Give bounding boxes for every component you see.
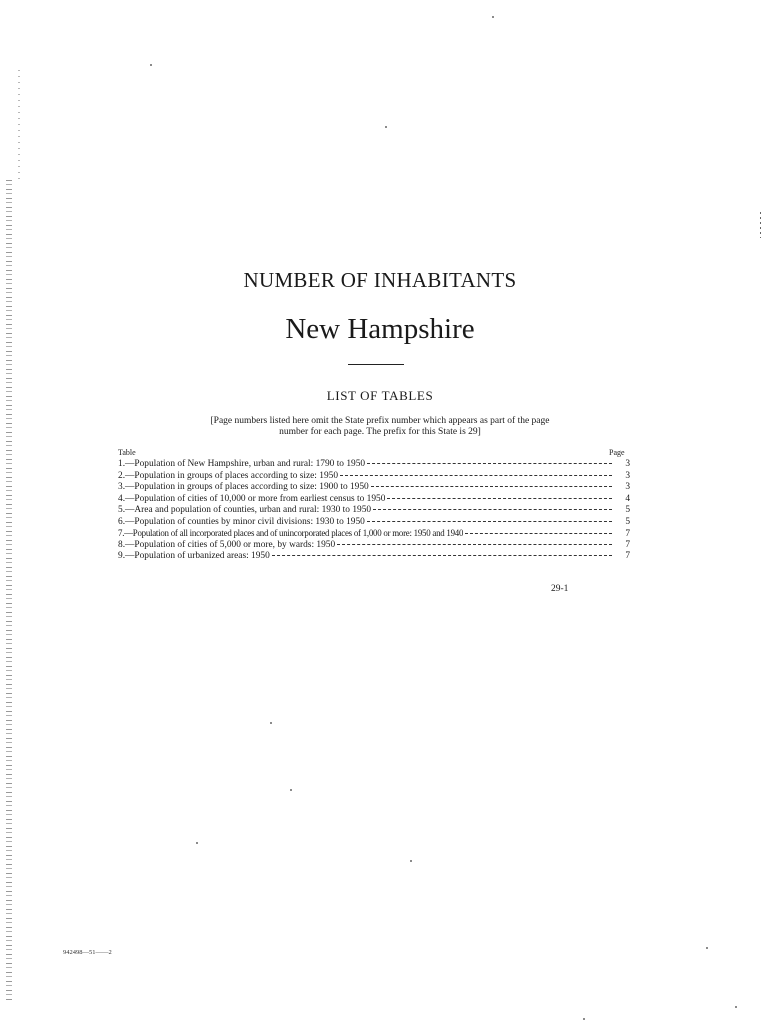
table-entry-label: 5.—Area and population of counties, urban and rural: 1930 to 1950 <box>118 505 372 515</box>
leader-dots <box>367 463 612 464</box>
table-entry-label: 7.—Population of all incorporated places and of unincorporated places of 1,000 or more: 1950 and 1940 <box>118 528 464 538</box>
leader-dots <box>387 498 612 499</box>
binding-edge <box>6 180 12 1000</box>
table-entry <box>118 494 630 506</box>
leader-dots <box>373 509 612 510</box>
scan-speck <box>150 64 152 66</box>
leader-dots <box>371 486 612 487</box>
table-entry-page: 7 <box>625 529 630 539</box>
leader-dots <box>465 533 612 534</box>
table-entry-page: 3 <box>625 470 630 481</box>
table-entry <box>118 459 630 471</box>
table-entry-label: 3.—Population in groups of places according to size: 1900 to 1950 <box>118 482 369 492</box>
page-number: 29-1 <box>551 584 569 594</box>
scan-speck <box>270 722 272 724</box>
table-entry <box>118 551 630 563</box>
scan-speck <box>410 860 412 862</box>
scan-speck <box>583 1018 585 1020</box>
table-entry <box>118 528 630 540</box>
table-entry <box>118 517 630 529</box>
leader-dots <box>340 475 612 476</box>
scan-speck <box>385 126 387 128</box>
table-entry-page: 5 <box>625 516 630 527</box>
scan-speck <box>735 1006 737 1008</box>
table-entry-label: 9.—Population of urbanized areas: 1950 <box>118 551 270 561</box>
table-entry-page: 7 <box>625 539 630 550</box>
scan-speck <box>492 16 494 18</box>
list-heading: LIST OF TABLES <box>326 388 434 403</box>
table-entry-label: 2.—Population in groups of places according to size: 1950 <box>118 470 339 481</box>
printer-code: 942498—51——2 <box>63 949 112 956</box>
prefix-note-line: number for each page. The prefix for this State is 29] <box>279 427 481 437</box>
leader-dots <box>337 544 612 545</box>
leader-dots <box>367 521 612 522</box>
table-entry-label: 6.—Population of counties by minor civil divisions: 1930 to 1950 <box>118 516 365 527</box>
table-entry-page: 3 <box>625 459 630 469</box>
prefix-note-line: [Page numbers listed here omit the State prefix number which appears as part of the page <box>210 416 550 426</box>
table-entry-page: 5 <box>625 505 630 515</box>
table-entry-label: 8.—Population of cities of 5,000 or more, by wards: 1950 <box>118 539 336 550</box>
binding-edge-top <box>18 70 20 180</box>
table-entry <box>118 540 630 552</box>
state-name: New Hampshire <box>285 313 475 345</box>
table-entry-label: 4.—Population of cities of 10,000 or more from earliest census to 1950 <box>118 493 386 504</box>
document-title: NUMBER OF INHABITANTS <box>243 268 517 292</box>
table-list <box>118 459 630 563</box>
leader-dots <box>272 555 612 556</box>
scan-speck <box>196 842 198 844</box>
table-entry-page: 4 <box>625 493 630 504</box>
scan-speck <box>706 947 708 949</box>
column-header-page: Page <box>609 448 625 457</box>
table-entry-label: 1.—Population of New Hampshire, urban and rural: 1790 to 1950 <box>118 459 366 469</box>
title-divider <box>348 364 404 365</box>
table-entry <box>118 482 630 494</box>
column-header-table: Table <box>118 448 136 457</box>
table-entry <box>118 471 630 483</box>
scan-mark <box>760 212 761 238</box>
table-entry <box>118 505 630 517</box>
table-entry-page: 7 <box>625 551 630 561</box>
prefix-note <box>160 416 600 438</box>
scan-speck <box>290 789 292 791</box>
table-entry-page: 3 <box>625 482 630 492</box>
